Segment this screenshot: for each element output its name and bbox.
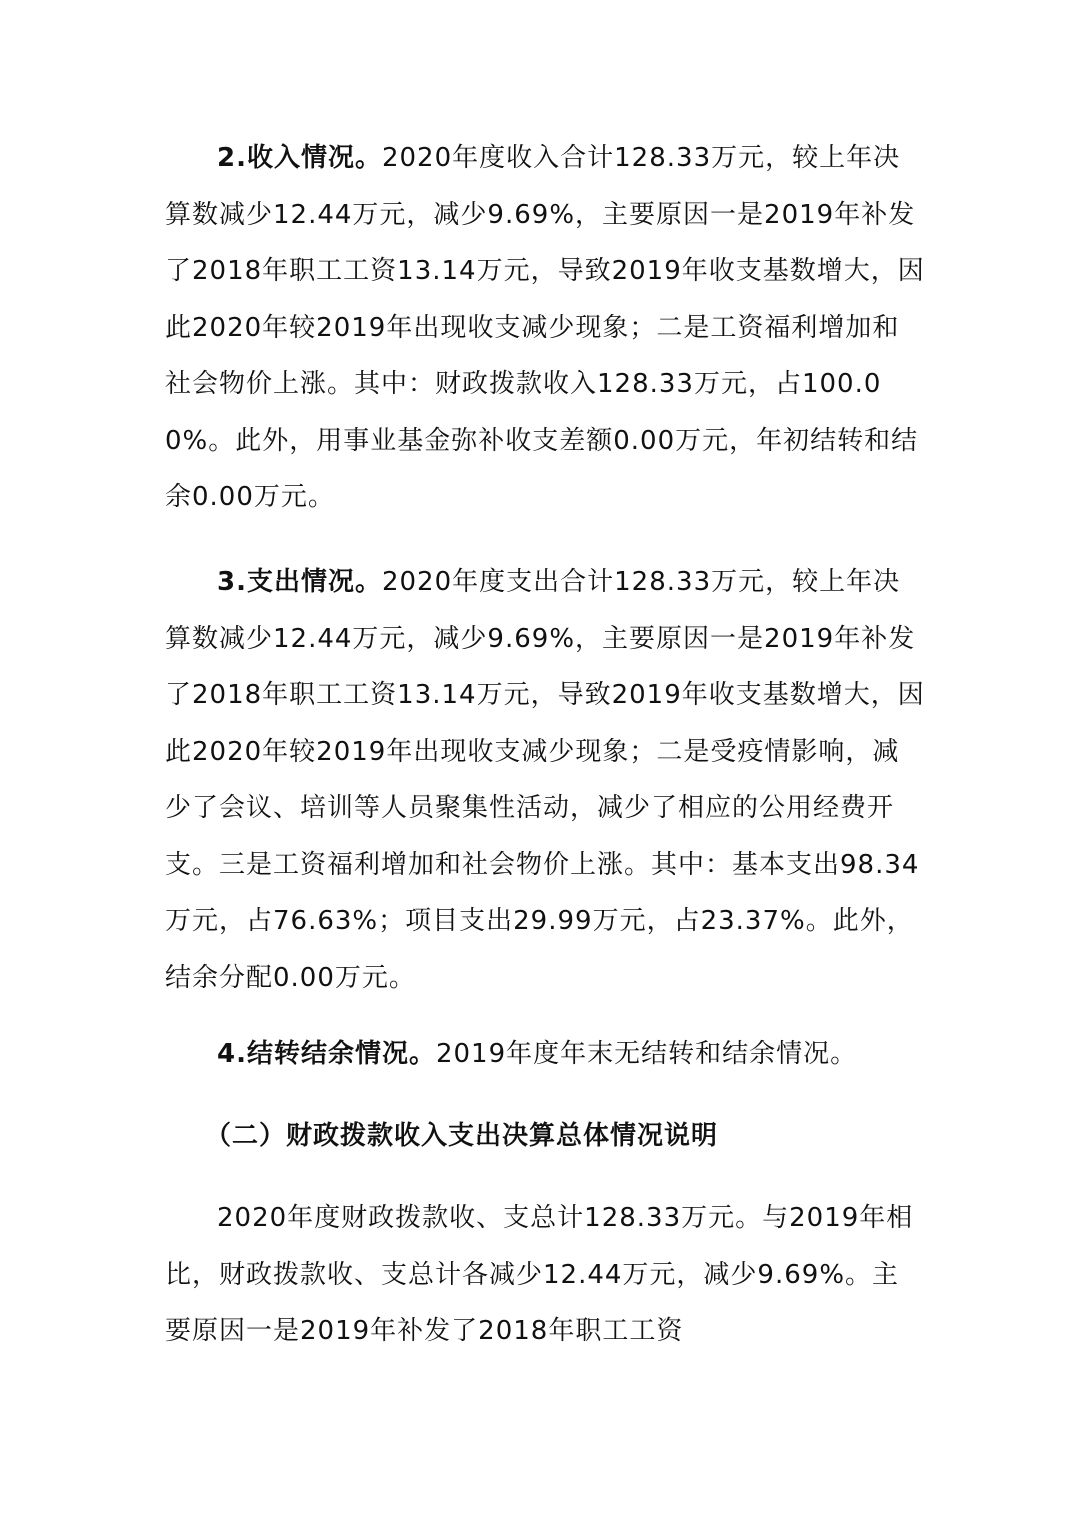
income-heading: 2.收入情况。: [217, 143, 382, 173]
expense-heading: 3.支出情况。: [217, 567, 382, 597]
carryover-text: 2019年度年末无结转和结余情况。: [435, 1039, 858, 1069]
income-text: 2020年度收入合计128.33万元，较上年决算数减少12.44万元，减少9.69%，主要原因一是2019年补发了2018年职工工资13.14万元，导致2019年收支基数增大，因此2020年较2019年出现收支减少现象；二是工资福利增加和社会物价上涨。其中：财政拨款收入128.33万元，占100.00%。此外，用事业基金弥补收支差额0.00万元，年初结转和结余0.00万元。: [165, 143, 925, 512]
fiscal-text: 2020年度财政拨款收、支总计128.33万元。与2019年相比，财政拨款收、支总计各减少12.44万元，减少9.69%。主要原因一是2019年补发了2018年职工工资: [165, 1203, 914, 1346]
expense-paragraph: [165, 554, 925, 1006]
carryover-paragraph: [165, 1026, 925, 1083]
section-heading: （二）财政拨款收入支出决算总体情况说明: [205, 1121, 719, 1151]
expense-text: 2020年度支出合计128.33万元，较上年决算数减少12.44万元，减少9.69%，主要原因一是2019年补发了2018年职工工资13.14万元，导致2019年收支基数增大，因此2020年较2019年出现收支减少现象；二是受疫情影响，减少了会议、培训等人员聚集性活动，减少了相应的公用经费开支。三是工资福利增加和社会物价上涨。其中：基本支出98.34万元，占76.63%；项目支出29.99万元，占23.37%。此外，结余分配0.00万元。: [165, 567, 925, 993]
carryover-heading: 4.结转结余情况。: [217, 1039, 436, 1069]
income-paragraph: [165, 130, 925, 526]
fiscal-paragraph: [165, 1190, 925, 1360]
